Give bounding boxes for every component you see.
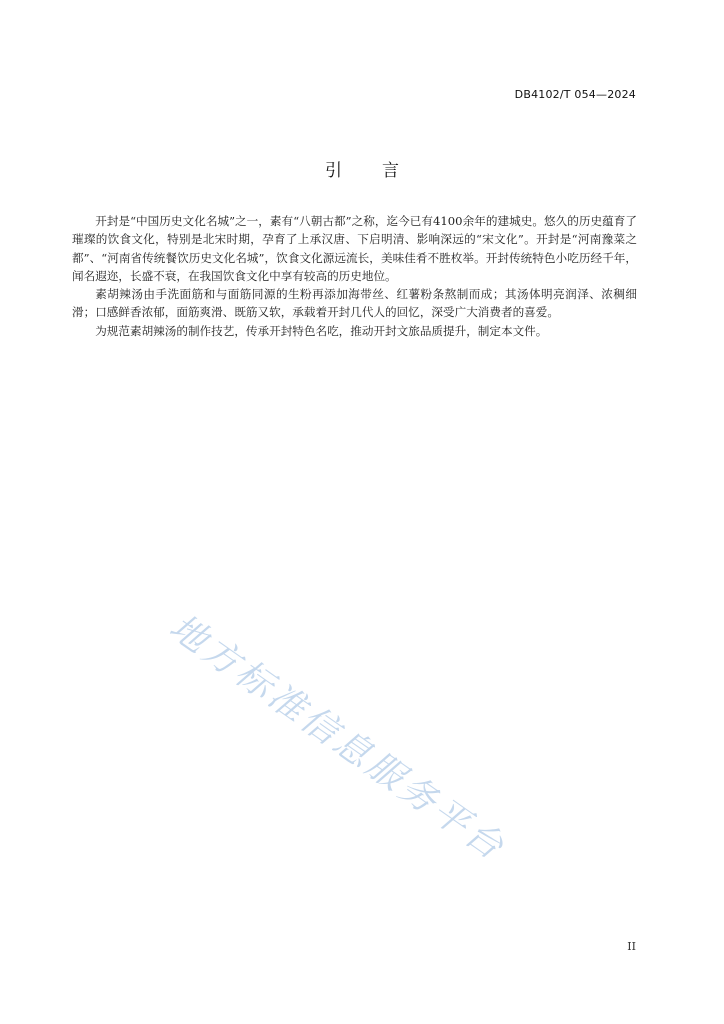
page-number: II xyxy=(627,940,636,953)
paragraph-purpose: 为规范素胡辣汤的制作技艺，传承开封特色名吃，推动开封文旅品质提升，制定本文件。 xyxy=(95,323,548,338)
document-code: DB4102/T 054—2024 xyxy=(514,88,636,101)
paragraph-history: 开封是“中国历史文化名城”之一，素有“八朝古都”之称，迄今已有4100余年的建城史。悠久的历史蕴育了璀璨的饮食文化，特别是北宋时期，孕育了上承汉唐、下启明清、影响深远的“宋文化”。开封是“河南豫菜之都”、“河南省传统餐饮历史文化名城”，饮食文化源远流长，美味佳肴不胜枚举。开封传统特色小吃历经千年，闻名遐迩，长盛不衰，在我国饮食文化中享有较高的历史地位。 xyxy=(72,214,637,283)
title-char-2: 言 xyxy=(382,161,399,181)
title-char-1: 引 xyxy=(325,161,342,181)
introduction-body xyxy=(72,212,637,340)
paragraph-description: 素胡辣汤由手洗面筋和与面筋同源的生粉再添加海带丝、红薯粉条熬制而成；其汤体明亮润泽、浓稠细滑；口感鲜香浓郁，面筋爽滑、既筋又软，承载着开封几代人的回忆，深受广大消费者的喜爱。 xyxy=(72,287,637,320)
page-title xyxy=(0,156,724,181)
watermark: 地方标准信息服务平台 xyxy=(161,606,514,870)
